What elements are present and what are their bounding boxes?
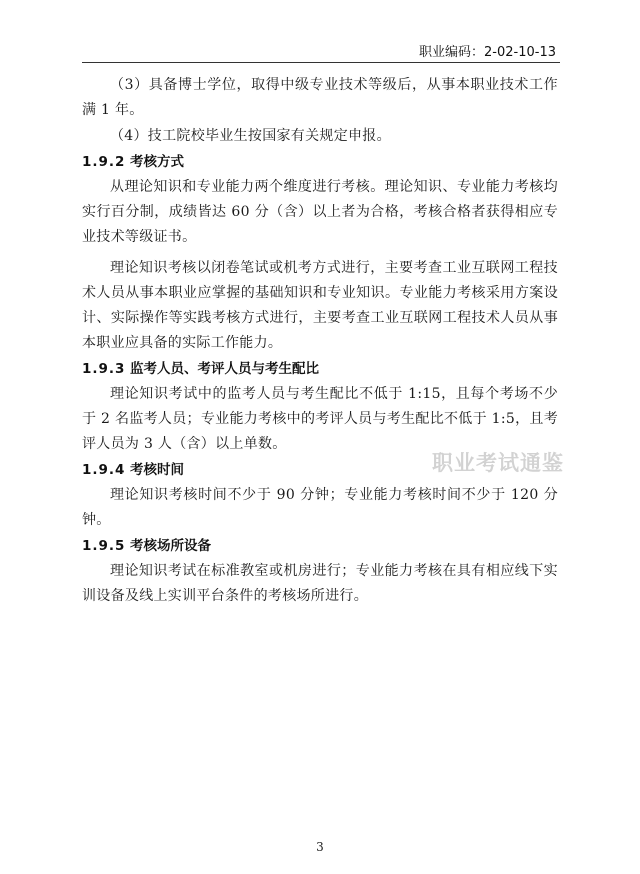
paragraph-staff-ratio: 理论知识考试中的监考人员与考生配比不低于 1:15，且每个考场不少于 2 名监考人员；专业能力考核中的考评人员与考生配比不低于 1:5，且考评人员为 3 人（含）以上单数。 [82,386,558,452]
section-number: 1.9.5 [82,538,126,554]
paragraph-qualification-3: （3）具备博士学位，取得中级专业技术等级后，从事本职业技术工作满 1 年。 [82,77,558,118]
document-body [82,73,558,609]
section-number: 1.9.2 [82,154,126,170]
paragraph-assessment-time: 理论知识考核时间不少于 90 分钟；专业能力考核时间不少于 120 分钟。 [82,487,558,528]
paragraph-venue-equipment: 理论知识考试在标准教室或机房进行；专业能力考核在具有相应线下实训设备及线上实训平台条件的考核场所进行。 [82,563,558,604]
paragraph-qualification-4: （4）技工院校毕业生按国家有关规定申报。 [110,128,391,144]
section-number: 1.9.3 [82,361,126,377]
watermark: 职业考试通鉴 [432,451,564,475]
header-rule [82,62,560,63]
section-heading-1-9-5 [82,533,558,559]
paragraph-assessment-method: 从理论知识和专业能力两个维度进行考核。理论知识、专业能力考核均实行百分制，成绩皆达 60 分（含）以上者为合格，考核合格者获得相应专业技术等级证书。 [82,179,558,245]
occupation-code: 职业编码：2-02-10-13 [419,45,556,60]
section-number: 1.9.4 [82,462,126,478]
page-number: 3 [316,840,324,854]
section-title: 监考人员、考评人员与考生配比 [130,361,319,377]
section-heading-1-9-3 [82,356,558,382]
section-heading-1-9-2 [82,149,558,175]
paragraph-theory-assessment: 理论知识考核以闭卷笔试或机考方式进行，主要考查工业互联网工程技术人员从事本职业应掌握的基础知识和专业知识。专业能力考核采用方案设计、实际操作等实践考核方式进行，主要考查工业互联网工程技术人员从事本职业应具备的实际工作能力。 [82,260,558,351]
section-title: 考核场所设备 [130,538,211,554]
section-title: 考核方式 [130,154,184,170]
section-title: 考核时间 [130,462,184,478]
